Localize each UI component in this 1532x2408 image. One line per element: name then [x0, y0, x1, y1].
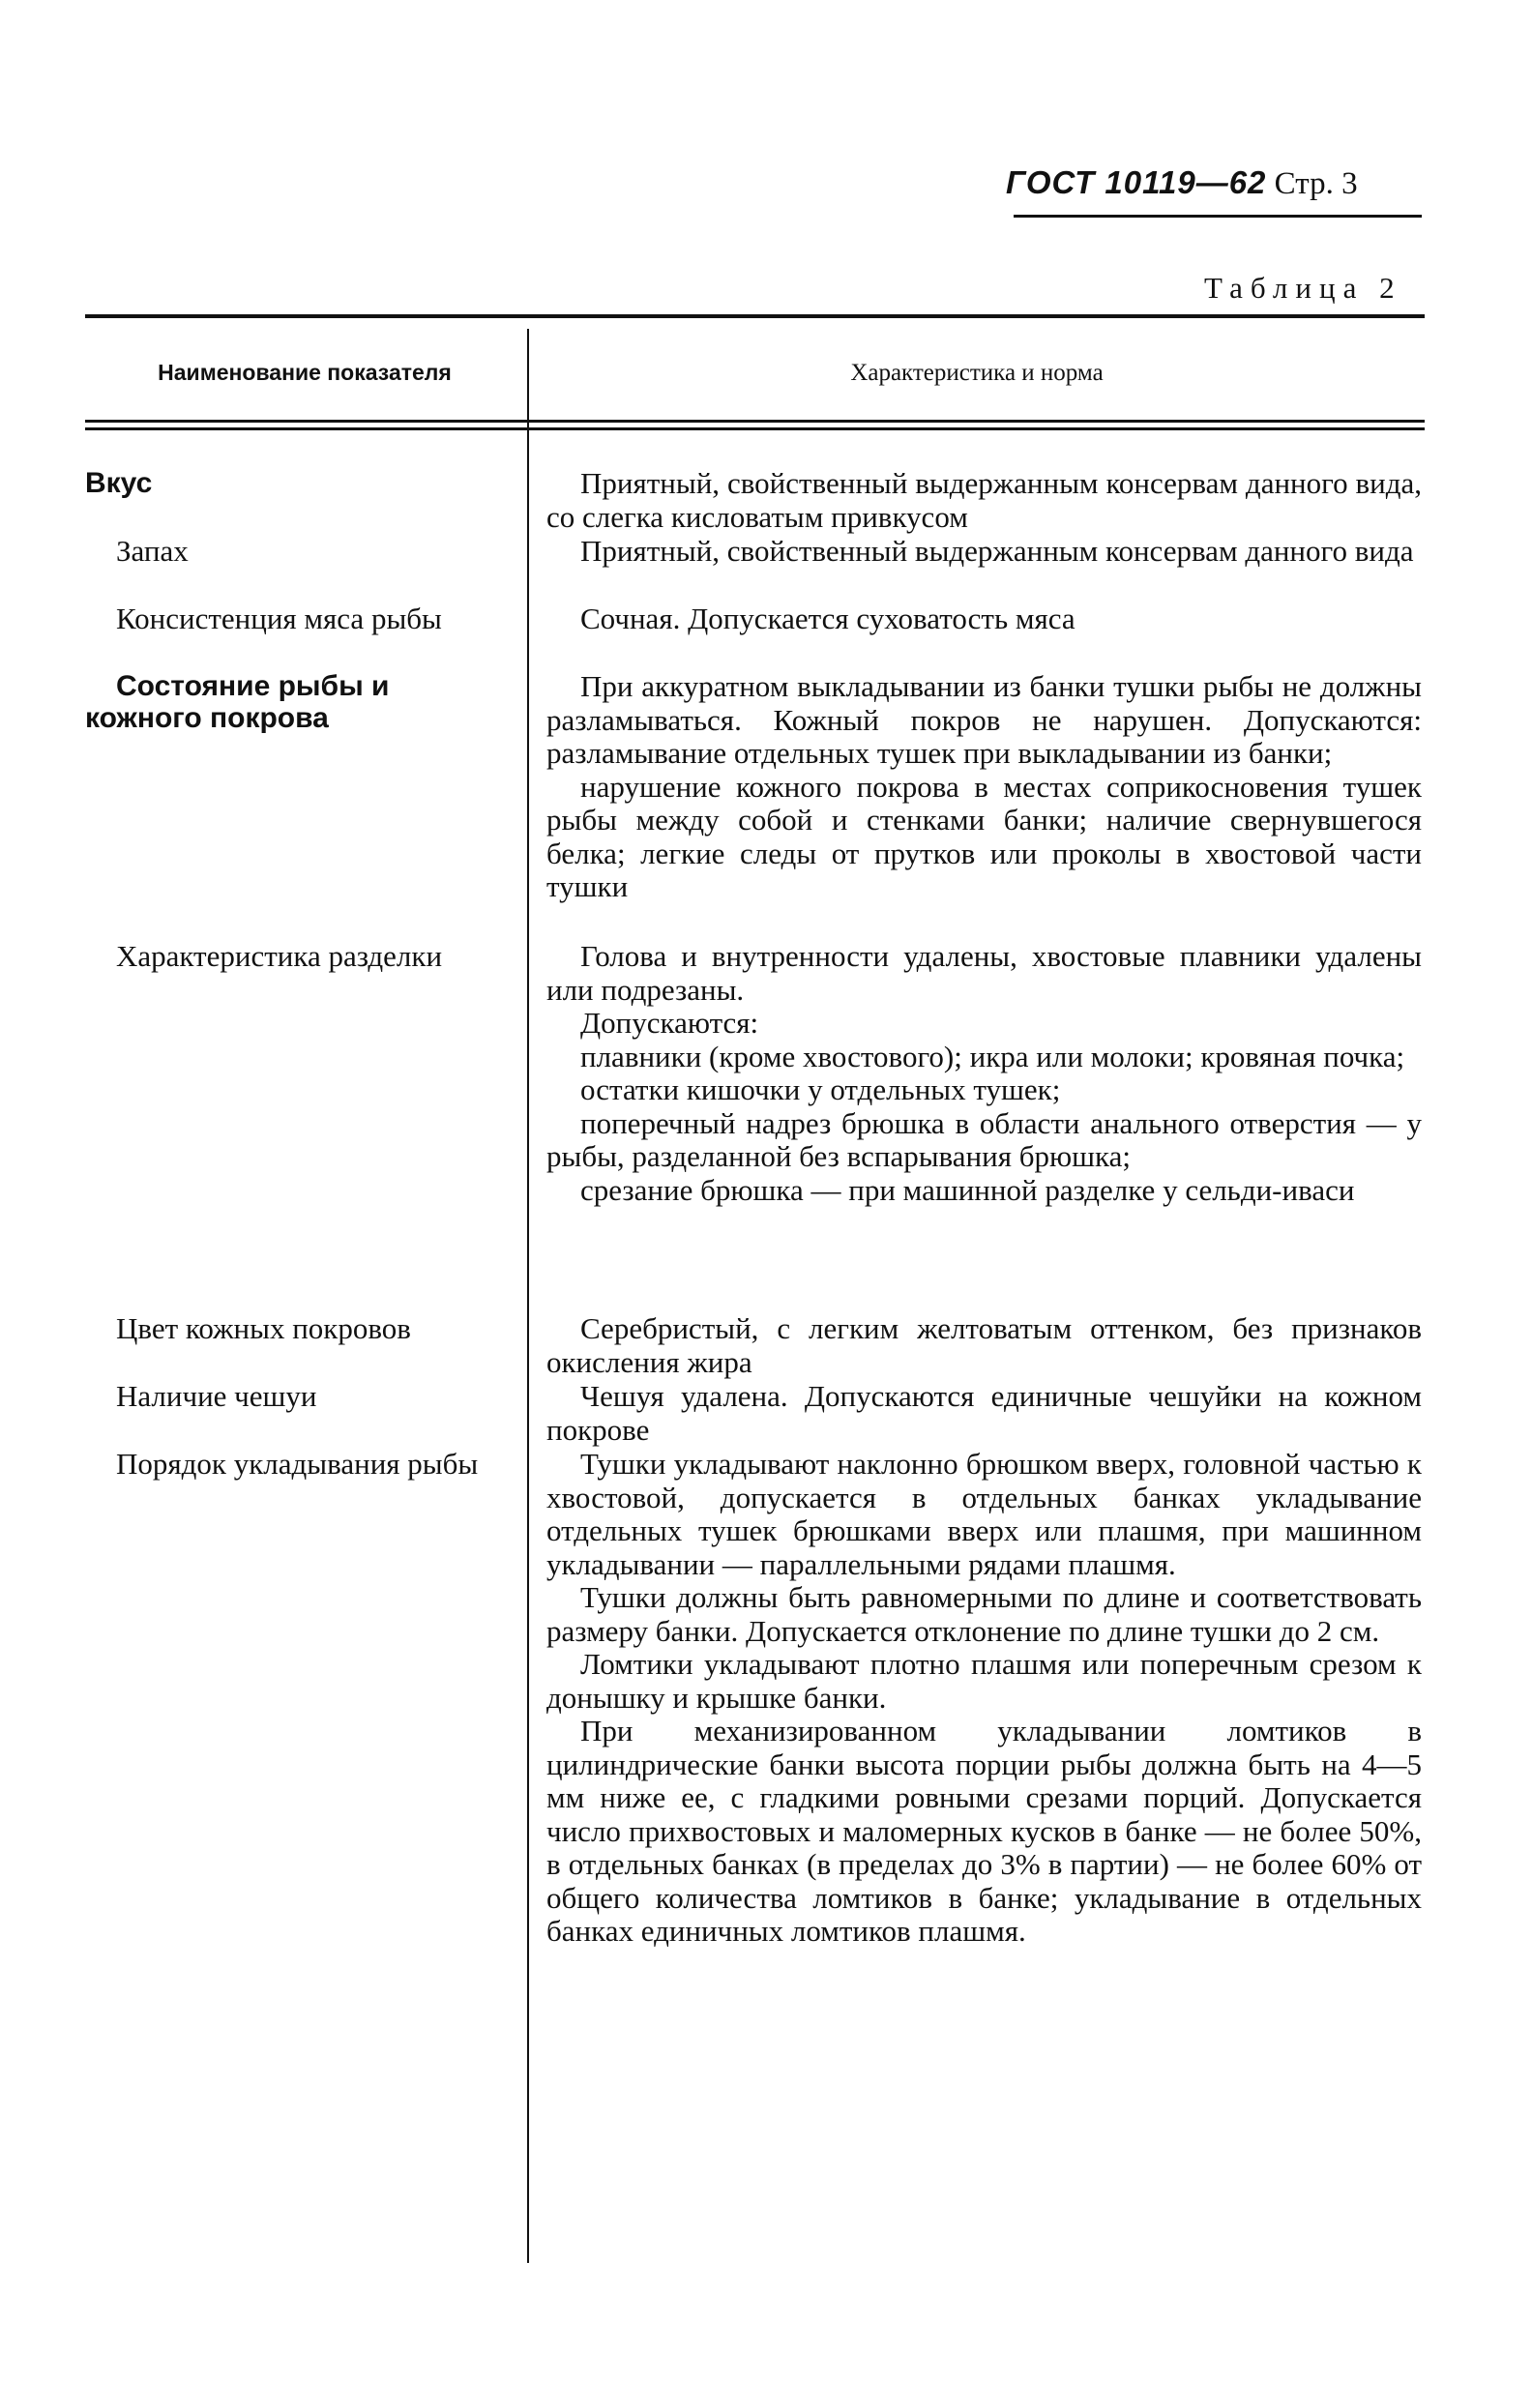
- column-header-characteristic: Характеристика и норма: [850, 360, 1104, 386]
- param-taste: Вкус: [85, 467, 153, 499]
- norm-smell: [546, 535, 1422, 569]
- table-top-rule: [85, 314, 1425, 318]
- norm-paragraph: остатки кишочки у отдельных тушек;: [580, 1072, 1061, 1106]
- page-header: [1006, 164, 1422, 202]
- norm-paragraph: Допускаются:: [580, 1006, 759, 1040]
- param-cutting: Характеристика разделки: [116, 939, 443, 973]
- column-header-parameter: Наименование показателя: [158, 360, 452, 385]
- norm-paragraph: нарушение кожного покрова в местах соприкосновения тушек рыбы между собой и стенками банки; наличие свернувшегося белка; легкие следы от прутков или проколы в хвостовой части тушки: [546, 769, 1422, 903]
- norm-paragraph: При механизированном укладывании ломтиков в цилиндрические банки высота порции рыбы должна быть на 4—5 мм ниже ее, с гладкими ровными срезами порций. Допускается число прихвостовых и маломерных кусков в банке — не более 50%, в отдельных банках (в пределах до 3% в партии) — не более 60% от общего количества ломтиков в банке; укладывание в отдельных банках единичных ломтиков плашмя.: [546, 1714, 1422, 1948]
- norm-paragraph: Чешуя удалена. Допускаются единичные чешуйки на кожном покрове: [546, 1379, 1422, 1447]
- norm-paragraph: Тушки должны быть равномерными по длине и соответствовать размеру банки. Допускается отклонение по длине тушки до 2 см.: [546, 1580, 1422, 1648]
- norm-paragraph: плавники (кроме хвостового); икра или молоки; кровяная почка;: [580, 1039, 1405, 1073]
- norm-paragraph: Приятный, свойственный выдержанным консервам данного вида, со слегка кисловатым привкусом: [546, 466, 1422, 534]
- table-label: Таблица 2: [1204, 271, 1402, 305]
- norm-paragraph: Голова и внутренности удалены, хвостовые плавники удалены или подрезаны.: [546, 939, 1422, 1007]
- header-rule-upper: [85, 420, 1425, 423]
- norm-paragraph: Ломтики укладывают плотно плашмя или поперечным срезом к донышку и крышке банки.: [546, 1647, 1422, 1715]
- page-number: Стр. 3: [1274, 166, 1358, 201]
- norm-taste: [546, 467, 1422, 534]
- standard-number: ГОСТ 10119—62: [1006, 164, 1267, 200]
- norm-paragraph: поперечный надрез брюшка в области анального отверстия — у рыбы, разделанной без вспарывания брюшка;: [546, 1105, 1422, 1173]
- param-scales: Наличие чешуи: [116, 1379, 317, 1413]
- norm-skin-color: [546, 1312, 1422, 1379]
- norm-paragraph: При аккуратном выкладывании из банки тушки рыбы не должны разламываться. Кожный покров не нарушен. Допускаются: разламывание отдельных тушек при выкладывании из банки;: [546, 669, 1422, 770]
- norm-paragraph: Серебристый, с легким желтоватым оттенком, без признаков окисления жира: [546, 1311, 1422, 1379]
- norm-fish-condition: [546, 670, 1422, 904]
- norm-cutting: [546, 940, 1422, 1207]
- param-skin-color: Цвет кожных покровов: [116, 1311, 411, 1345]
- norm-packing-order: [546, 1448, 1422, 1949]
- header-rule: [1014, 215, 1422, 218]
- param-smell: Запах: [116, 534, 189, 568]
- norm-paragraph: Приятный, свойственный выдержанным консервам данного вида: [580, 534, 1414, 568]
- param-packing-order: Порядок укладывания рыбы: [116, 1447, 479, 1481]
- column-divider: [527, 329, 529, 2263]
- norm-paragraph: Тушки укладывают наклонно брюшком вверх, головной частью к хвостовой, допускается в отдельных банках укладывание отдельных тушек брюшками вверх или плашмя, при машинном укладывании — параллельными рядами плашмя.: [546, 1447, 1422, 1581]
- norm-paragraph: Сочная. Допускается суховатость мяса: [580, 602, 1075, 635]
- param-fish-condition: Состояние рыбы и кожного покрова: [85, 670, 390, 734]
- header-rule-lower: [85, 427, 1425, 430]
- param-consistency: Консистенция мяса рыбы: [116, 602, 442, 635]
- norm-scales: [546, 1380, 1422, 1447]
- norm-consistency: [546, 602, 1422, 636]
- norm-paragraph: срезание брюшка — при машинной разделке у сельди-иваси: [580, 1172, 1355, 1207]
